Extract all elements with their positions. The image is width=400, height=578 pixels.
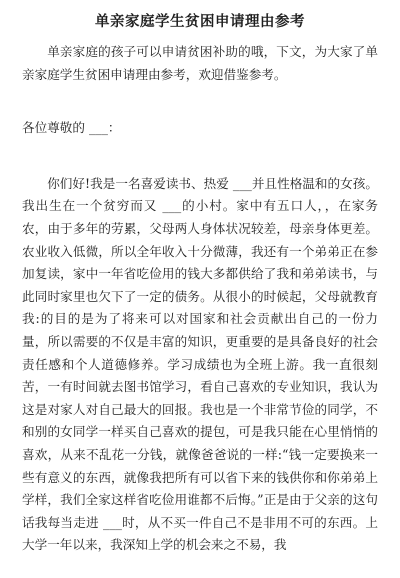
- intro-paragraph: 单亲家庭的孩子可以申请贫困补助的哦，下文，为大家了单亲家庭学生贫困申请理由参考，欢迎借鉴参考。: [22, 44, 378, 82]
- document-title: 单亲家庭学生贫困申请理由参考: [95, 14, 305, 30]
- salutation: 各位尊敬的 ___：: [22, 120, 121, 136]
- body-paragraph: 你们好!我是一名喜爱读书、热爱 ___并且性格温和的女孩。我出生在一个贫穷而又 ___的小村。家中有五口人，，在家务农，由于多年的劳累，父母两人身体状况较差，母亲身体更差。农业收入低微，所以全年收入十分微薄，我还有一个弟弟正在参加复读，家中一年省吃俭用的钱大多都供给了我和弟弟读书，与此同时家里也欠下了一定的债务。从很小的时候起，父母就教育我:的目的是为了将来可以对国家和社会贡献出自己的一份力量，所以需要的不仅是丰富的知识，更重要的是具备良好的社会责任感和个人道德修养。学习成绩也为全班上游。我一直很刻苦，一有时间就去图书馆学习，看自己喜欢的专业知识，我认为这是对家人对自己最大的回报。我也是一个非常节俭的同学，不和别的女同学一样买自己喜欢的提包，可是我只能在心里悄悄的喜欢，从来不乱花一分钱，就像爸爸说的一样:“钱一定要换来一些有意义的东西，就像我把所有可以省下来的钱供你和你弟弟上学样，我们全家这样省吃俭用谁都不后悔。”正是由于父亲的这句话我每当走进 ___时，从不买一件自己不是非用不可的东西。上大学一年以来，我深知上学的机会来之不易，我: [22, 175, 378, 553]
